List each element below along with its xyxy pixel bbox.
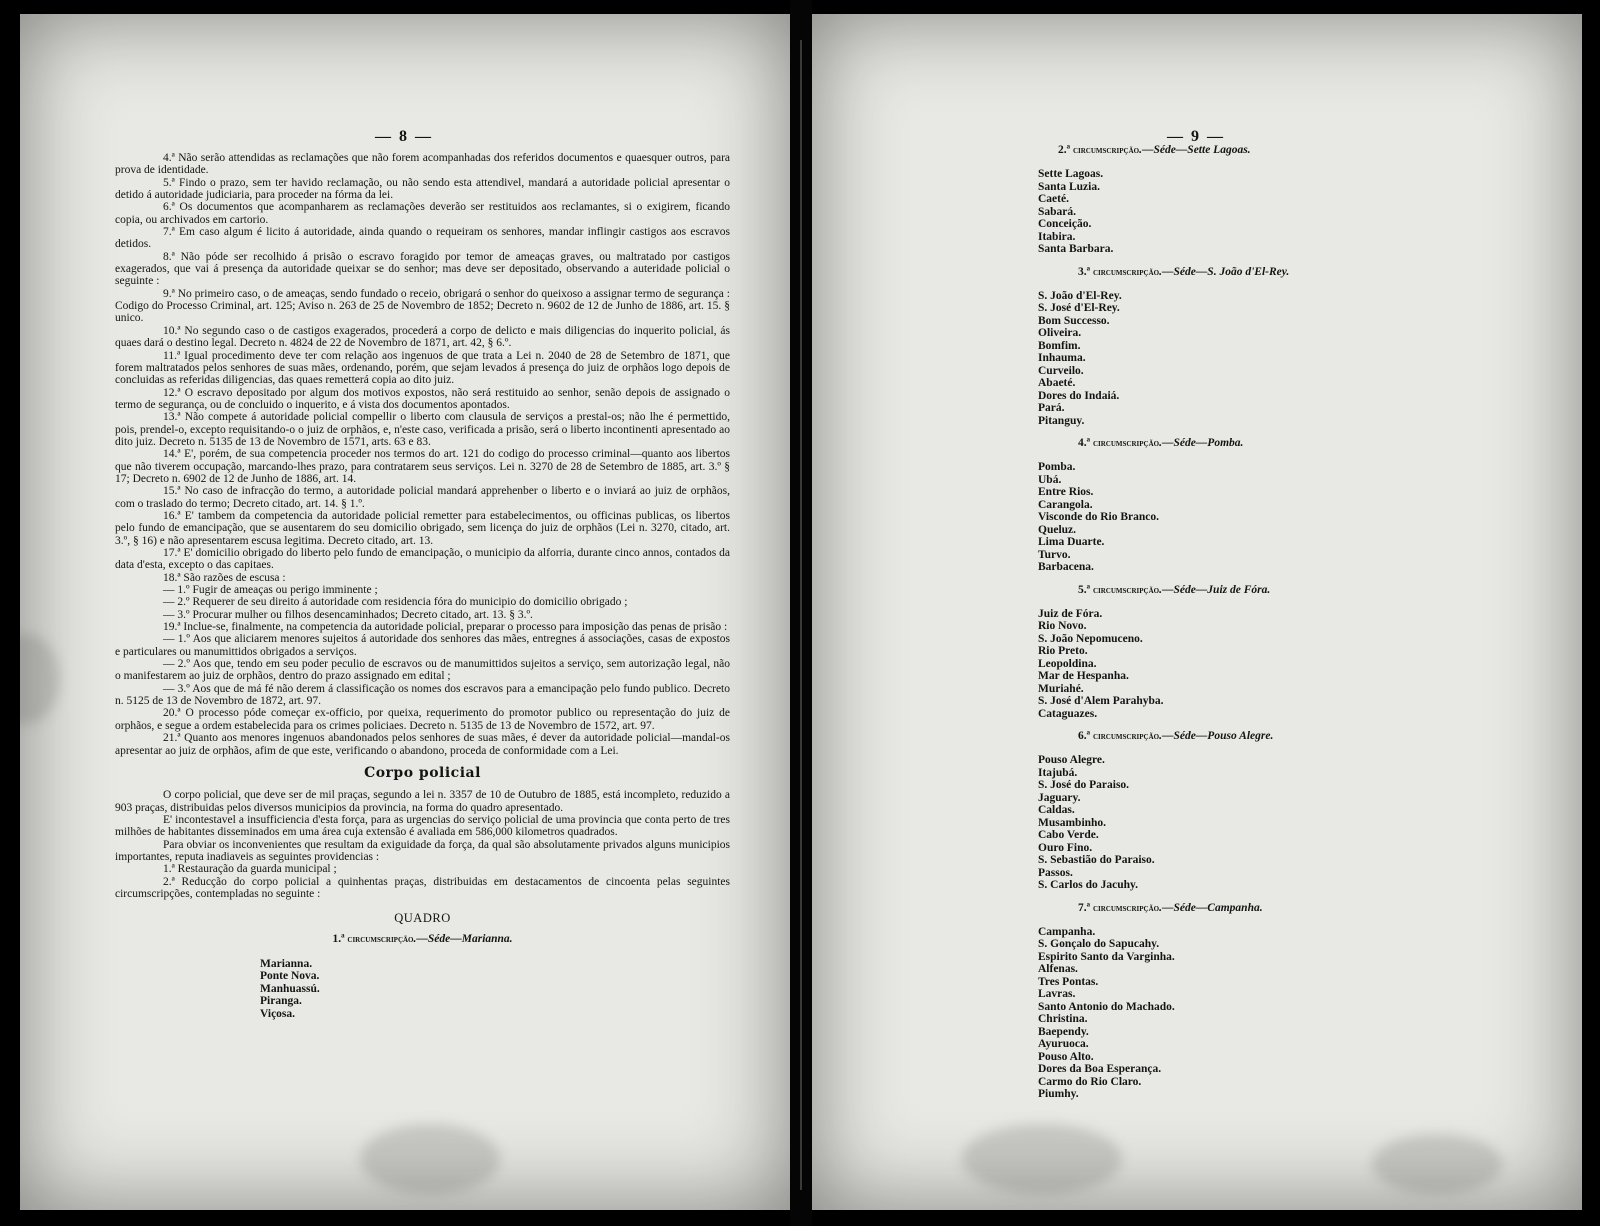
place-item: Lavras. bbox=[1038, 988, 1076, 1000]
place-item: Marianna. bbox=[260, 957, 313, 970]
paragraph: 4.ª Não serão attendidas as reclamações que não forem acompanhadas dos referidos documentos e quaesquer outros, para prova de identidade. bbox=[115, 152, 730, 177]
place-item: Itajubá. bbox=[1038, 766, 1078, 779]
circumscription-heading bbox=[1078, 730, 1368, 742]
paragraph: 9.ª No primeiro caso, o de ameaças, sendo fundado o receio, obrigará o senhor do queixoso a assignar termo de segurança : Codigo do Processo Criminal, art. 125; Aviso n. 263 de 25 de Novembro de 1852; Decreto n. 9602 de 12 de Junho de 1886, art. 15. § unico. bbox=[115, 287, 730, 325]
place-item: Manhuassú. bbox=[260, 982, 320, 995]
place-item: Cabo Verde. bbox=[1038, 829, 1099, 841]
circ-sede: .—Séde—Campanha. bbox=[1159, 901, 1263, 914]
place-item: Ubá. bbox=[1038, 473, 1062, 486]
page-stain bbox=[20, 634, 60, 724]
place-item: S. Gonçalo do Sapucahy. bbox=[1038, 938, 1160, 950]
place-item: S. José d'Alem Parahyba. bbox=[1038, 695, 1164, 707]
place-item: Alfenas. bbox=[1038, 963, 1078, 975]
paragraph: 12.ª O escravo depositado por algum dos motivos expostos, não será restituido ao senhor, senão depois de assignado o termo de segurança, ou de concluido o inquerito, e á vista dos documentos apontados. bbox=[115, 386, 730, 411]
paragraph: 17.ª E' domicilio obrigado do liberto pelo fundo de emancipação, o municipio da alforria, durante cinco annos, contados da data d'esta, excepto o das capitaes. bbox=[115, 547, 730, 572]
paragraph: — 2.º Requerer de seu direito á autoridade com residencia fóra do municipio do domicilio obrigado ; bbox=[163, 596, 628, 609]
circ-word: circumscripção bbox=[1092, 902, 1160, 914]
quadro-title: QUADRO bbox=[394, 911, 451, 926]
place-item: Mar de Hespanha. bbox=[1038, 670, 1129, 682]
place-item: Itabira. bbox=[1038, 230, 1076, 243]
place-item: Leopoldina. bbox=[1038, 657, 1097, 670]
paragraph: — 1.º Fugir de ameaças ou perigo imminente ; bbox=[163, 584, 378, 597]
place-item: Cataguazes. bbox=[1038, 707, 1098, 720]
place-item: Pomba. bbox=[1038, 461, 1076, 473]
place-item: Christina. bbox=[1038, 1013, 1088, 1025]
paragraph: 11.ª Igual procedimento deve ter com relação aos ingenuos de que trata a Lei n. 2040 de 28 de Setembro de 1871, que forem maltratados pelos senhores de suas mães, ordenando, porém, que sejam levados á presença do juiz de orphãos logo depois de concluidas as referidas diligencias, das quaes remetterá copia ao dito juiz. bbox=[115, 349, 730, 387]
paragraph: — 2.º Aos que, tendo em seu poder peculio de escravos ou de manumittidos sujeitos a serviço, sem autorização legal, não o manifestarem ao juiz de orphãos, dentro do prazo assignado em edital ; bbox=[115, 658, 730, 683]
place-item: S. João Nepomuceno. bbox=[1038, 632, 1143, 645]
place-item: Baependy. bbox=[1038, 1025, 1089, 1038]
circ-word: circumscripção bbox=[1092, 584, 1160, 596]
left-page bbox=[20, 14, 790, 1210]
circ-word: circumscripção bbox=[1092, 438, 1160, 449]
circumscription-heading bbox=[1078, 437, 1368, 449]
paragraph: 18.ª São razões de escusa : bbox=[163, 571, 286, 584]
binding-thread bbox=[800, 40, 802, 1190]
place-list bbox=[1038, 608, 1368, 721]
place-item: Passos. bbox=[1038, 866, 1073, 879]
circ-sede: .—Séde—Marianna. bbox=[413, 932, 513, 945]
place-item: S. José do Paraiso. bbox=[1038, 779, 1130, 791]
paragraph: 19.ª Inclue-se, finalmente, na competencia da autoridade policial, preparar o processo para imposição das penas de prisão : bbox=[163, 621, 728, 634]
place-item: Santo Antonio do Machado. bbox=[1038, 1000, 1175, 1013]
left-body-text bbox=[115, 152, 730, 1020]
circ-sede: .—Séde—Pouso Alegre. bbox=[1159, 730, 1274, 742]
circumscription-heading bbox=[1078, 584, 1368, 596]
paragraph: 5.ª Findo o prazo, sem ter havido reclamação, ou não sendo esta attendivel, mandará a autoridade policial apresentar o detido á autoridade judiciaria, para proceder na fórma da lei. bbox=[115, 176, 730, 202]
place-item: S. Sebastião do Paraiso. bbox=[1038, 854, 1155, 866]
place-item: Sabará. bbox=[1038, 205, 1077, 218]
place-item: Jaguary. bbox=[1038, 791, 1081, 804]
circ-number: 1.ª bbox=[332, 932, 345, 945]
page-stain bbox=[1372, 1134, 1502, 1194]
page-stain bbox=[360, 1124, 500, 1194]
right-page bbox=[812, 14, 1582, 1210]
circ-word: circumscripção bbox=[1092, 266, 1160, 278]
paragraph: 1.ª Restauração da guarda municipal ; bbox=[163, 863, 337, 876]
paragraph: 21.ª Quanto aos menores ingenuos abandonados pelos senhores de suas mães, é dever da autoridade policial—mandal-os apresentar ao juiz de orphãos, afim de que este, verificando o abandono, proceda de conformidade com a Lei. bbox=[115, 732, 730, 757]
place-item: Caeté. bbox=[1038, 193, 1069, 205]
place-list bbox=[1038, 461, 1368, 574]
paragraph: 14.ª E', porém, de sua competencia proceder nos termos do art. 121 do codigo do processo criminal—quanto aos libertos que não tiverem occupação, marcando-lhes prazo, para contratarem seus serviços. Lei n. 3270 de 28 de Setembro de 1885, art. 3.º § 17; Decreto n. 6902 de 12 de Junho de 1886, art. 14. bbox=[115, 448, 730, 485]
paragraph: — 1.º Aos que aliciarem menores sujeitos á autoridade dos senhores das mães, entregnes á associações, casas de expostos e particulares ou manumittidos obrigados a serviços. bbox=[115, 633, 730, 658]
place-item: Inhauma. bbox=[1038, 352, 1086, 364]
place-item: S. José d'El-Rey. bbox=[1038, 302, 1120, 314]
place-item: Rio Novo. bbox=[1038, 620, 1087, 632]
circumscription-list bbox=[1038, 140, 1368, 1111]
circumscription-block bbox=[1038, 144, 1368, 256]
place-list bbox=[1038, 754, 1368, 892]
paragraph: 16.ª E' tambem da competencia da autoridade policial remetter para estabelecimentos, ou officinas publicas, os libertos pelo fundo de emancipação, que se ausentarem do seu domicilio obrigado, sem licença do juiz de orphãos (Lei n. 3270, citado, art. 3.º, § 16) e não apresentarem escusa legitima. Decreto citado, art. 13. bbox=[115, 509, 730, 547]
circumscription-block bbox=[1038, 730, 1368, 892]
circ-number: 3.ª bbox=[1078, 265, 1093, 278]
place-item: Dores do Indaiá. bbox=[1038, 389, 1120, 402]
place-item: Conceição. bbox=[1038, 218, 1092, 230]
paragraph: 10.ª No segundo caso o de castigos exagerados, procederá a corpo de delicto e mais diligencias do inquerito policial, ás quaes dará o destino legal. Decreto n. 4824 de 22 de Novembro de 1871, art. 42, § 6.º. bbox=[115, 324, 730, 350]
page-stain bbox=[962, 1124, 1122, 1194]
paragraph: O corpo policial, que deve ser de mil praças, segundo a lei n. 3357 de 10 de Outubro de 1885, está incompleto, reduzido a 903 praças, distribuidas pelos diversos municipios da provincia, na forma do quadro apresentado. bbox=[115, 789, 730, 814]
circumscription-heading bbox=[1058, 144, 1368, 156]
paragraph: — 3.º Procurar mulher ou filhos desencaminhados; Decreto citado, art. 13. § 3.º. bbox=[163, 608, 533, 621]
place-item: Queluz. bbox=[1038, 523, 1077, 536]
paragraph: 8.ª Não póde ser recolhido á prisão o escravo foragido por temor de ameaças graves, ou maltratado por castigos exagerados, que vai á presença da autoridade queixar se do senhor; mas deve ser depositado, observando a auteridade policial o seguinte : bbox=[115, 250, 730, 288]
place-item: Visconde do Rio Branco. bbox=[1038, 511, 1159, 523]
place-item: Carmo do Rio Claro. bbox=[1038, 1075, 1142, 1088]
place-list bbox=[1038, 290, 1368, 428]
place-item: Ayuruoca. bbox=[1038, 1038, 1089, 1050]
circumscription-block bbox=[1038, 902, 1368, 1101]
paragraph: E' incontestavel a insufficiencia d'esta força, para as urgencias do serviço policial de uma provincia que conta perto de tres milhões de habitantes disseminados em uma área cuja extensão é avaliada em 586,000 kilometros quadrados. bbox=[115, 813, 730, 839]
circumscription-heading bbox=[1078, 902, 1368, 914]
section-title: Corpo policial bbox=[364, 764, 481, 781]
page-number: — 9 — bbox=[1167, 128, 1225, 145]
place-item: Santa Luzia. bbox=[1038, 180, 1100, 193]
place-item: Pouso Alegre. bbox=[1038, 754, 1105, 766]
place-item: Pouso Alto. bbox=[1038, 1050, 1094, 1063]
place-item: Oliveira. bbox=[1038, 327, 1082, 339]
circ-sede: .—Séde—Pomba. bbox=[1159, 437, 1244, 449]
place-item: Viçosa. bbox=[260, 1007, 296, 1020]
place-item: S. João d'El-Rey. bbox=[1038, 289, 1122, 302]
place-item: Pitanguy. bbox=[1038, 414, 1085, 427]
paragraph: 2.ª Reducção do corpo policial a quinhentas praças, distribuidas em destacamentos de cincoenta pelas seguintes circumscripções, contempladas no seguinte : bbox=[115, 875, 730, 900]
place-list bbox=[1038, 926, 1368, 1101]
place-item: Dores da Boa Esperança. bbox=[1038, 1063, 1162, 1075]
circumscription-block bbox=[1038, 437, 1368, 574]
circumscription-heading bbox=[115, 933, 730, 946]
place-item: Sette Lagoas. bbox=[1038, 168, 1104, 180]
place-list bbox=[1038, 168, 1368, 256]
paragraph: 7.ª Em caso algum é licito á autoridade, ainda quando o requeiram os senhores, mandar inflingir castigos aos escravos detidos. bbox=[115, 226, 730, 251]
place-item: Tres Pontas. bbox=[1038, 975, 1099, 988]
place-item: Pará. bbox=[1038, 402, 1065, 414]
place-item: Entre Rios. bbox=[1038, 486, 1094, 498]
place-item: Juiz de Fóra. bbox=[1038, 607, 1103, 620]
paragraph: 13.ª Não compete á autoridade policial compellir o liberto com clausula de serviços a prestal-os; não lhe é permettido, pois, prendel-o, excepto requisitando-o o juiz de orphãos, e, n'este caso, verificada a prisão, será o liberto incontinenti apresentado ao dito juiz. Decreto n. 5135 de 13 de Novembro de 1571, arts. 63 e 83. bbox=[115, 411, 730, 448]
circ-number: 7.ª bbox=[1078, 901, 1093, 914]
circumscription-block bbox=[1038, 584, 1368, 721]
place-item: S. Carlos do Jacuhy. bbox=[1038, 879, 1139, 891]
circ-sede: .—Séde—Sette Lagoas. bbox=[1139, 144, 1251, 156]
circ-number: 2.ª bbox=[1058, 144, 1073, 156]
circumscription-block bbox=[1038, 266, 1368, 428]
place-item: Bomfim. bbox=[1038, 339, 1081, 352]
place-item: Barbacena. bbox=[1038, 561, 1094, 573]
paragraph: — 3.º Aos que de má fé não derem á classificação os nomes dos escravos para a emancipação pelo fundo publico. Decreto n. 5125 de 13 de Novembro de 1872, art. 97. bbox=[115, 682, 730, 708]
place-item: Abaeté. bbox=[1038, 377, 1076, 389]
place-item: Lima Duarte. bbox=[1038, 536, 1105, 548]
place-item: Ponte Nova. bbox=[260, 970, 320, 983]
place-item: Santa Barbara. bbox=[1038, 243, 1114, 255]
place-item: Piumhy. bbox=[1038, 1088, 1079, 1100]
place-item: Espirito Santo da Varginha. bbox=[1038, 950, 1175, 963]
circ-word: circumscripção bbox=[1092, 731, 1160, 742]
section-paragraphs bbox=[115, 789, 730, 900]
circ-number: 6.ª bbox=[1078, 730, 1093, 742]
place-item: Carangola. bbox=[1038, 498, 1093, 511]
place-item: Musambinho. bbox=[1038, 816, 1107, 829]
place-item: Campanha. bbox=[1038, 925, 1096, 938]
circumscription-heading bbox=[1078, 266, 1368, 278]
paragraph: 15.ª No caso de infracção do termo, a autoridade policial mandará apprehenber o liberto e o inviará ao juiz de orphãos, com o traslado do termo; Decreto citado, art. 14. § 1.º. bbox=[115, 485, 730, 510]
place-item: Bom Successo. bbox=[1038, 314, 1110, 327]
place-item: Caldas. bbox=[1038, 804, 1075, 816]
place-item: Rio Preto. bbox=[1038, 645, 1088, 657]
circ-number: 5.ª bbox=[1078, 583, 1093, 596]
paragraph: Para obviar os inconvenientes que resultam da exiguidade da força, da qual são absolutamente privados alguns municipios importantes, reputa inadiaveis as seguintes providencias : bbox=[115, 838, 730, 863]
article-paragraphs bbox=[115, 152, 730, 757]
place-item: Turvo. bbox=[1038, 548, 1071, 561]
place-item: Piranga. bbox=[260, 995, 302, 1008]
circ-word: circumscripção bbox=[1072, 145, 1140, 156]
paragraph: 20.ª O processo póde começar ex-officio, por queixa, requerimento do promotor publico ou representação do juiz de orphãos, e segue a ordem estabelecida para os crimes policiaes. Decreto n. 5135 de 13 de Novembro de 1572, art. 97. bbox=[115, 707, 730, 732]
circ-word: circumscripção bbox=[347, 933, 414, 945]
place-item: Ouro Fino. bbox=[1038, 841, 1093, 854]
circ-sede: .—Séde—Juiz de Fóra. bbox=[1159, 583, 1271, 596]
paragraph: 6.ª Os documentos que acompanharem as reclamações deverão ser restituidos aos reclamantes, si o exigirem, ficando copia, ou archivados em cartorio. bbox=[115, 201, 730, 226]
place-item: Curveilo. bbox=[1038, 364, 1084, 377]
circ-number: 4.ª bbox=[1078, 437, 1093, 449]
circ-sede: .—Séde—S. João d'El-Rey. bbox=[1159, 265, 1290, 278]
page-number: — 8 — bbox=[375, 128, 433, 145]
place-item: Muriahé. bbox=[1038, 682, 1084, 695]
place-list bbox=[260, 958, 730, 1021]
